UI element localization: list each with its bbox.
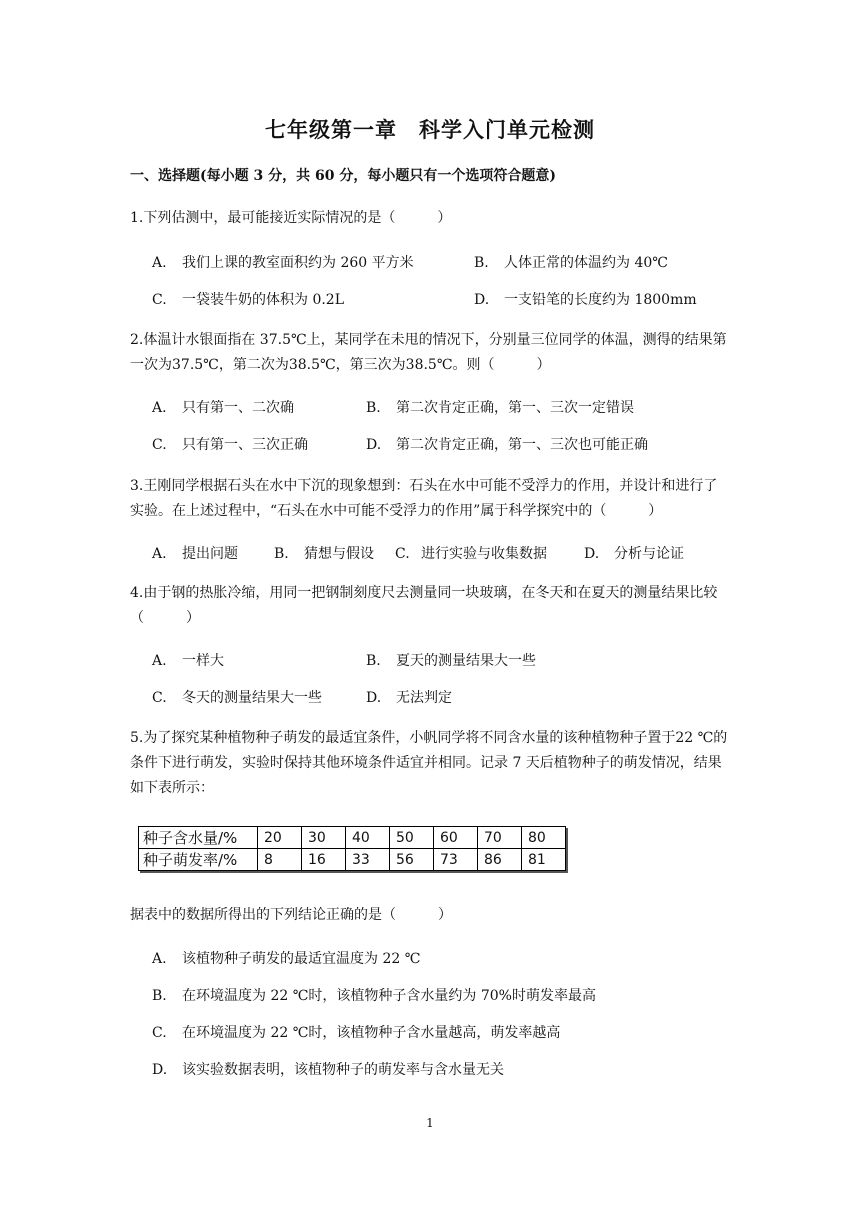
q5-option-c: C. 在环境温度为 22 ℃时，该植物种子含水量越高，萌发率越高 [152, 1025, 561, 1041]
q5-option-a: A. 该植物种子萌发的最适宜温度为 22 ℃ [152, 951, 421, 967]
table-cell: 56 [390, 849, 434, 871]
table-cell: 33 [346, 849, 390, 871]
q5-option-d: D. 该实验数据表明，该植物种子的萌发率与含水量无关 [152, 1062, 504, 1078]
table-cell: 8 [258, 849, 302, 871]
table-cell: 50 [390, 827, 434, 849]
q1-option-b: B. 人体正常的体温约为 40℃ [474, 255, 668, 271]
q2-option-c: C. 只有第一、三次正确 [152, 437, 308, 453]
table-cell: 20 [258, 827, 302, 849]
q3-option-b: B. 猜想与假设 [274, 546, 374, 562]
table-cell: 40 [346, 827, 390, 849]
q2-option-a: A. 只有第一、二次确 [152, 400, 294, 416]
table-cell: 81 [522, 849, 566, 871]
q2-option-b: B. 第二次肯定正确，第一、三次一定错误 [366, 400, 634, 416]
table-header-germination: 种子萌发率/% [139, 849, 258, 871]
table-cell: 73 [434, 849, 478, 871]
table-cell: 86 [478, 849, 522, 871]
q4-option-d: D. 无法判定 [366, 690, 452, 706]
table-cell: 70 [478, 827, 522, 849]
q4-option-c: C. 冬天的测量结果大一些 [152, 690, 322, 706]
table-cell: 60 [434, 827, 478, 849]
page-number: 1 [426, 1116, 434, 1130]
q3-option-a: A. 提出问题 [152, 546, 238, 562]
q1-option-c: C. 一袋装牛奶的体积为 0.2L [152, 292, 345, 308]
table-header-moisture: 种子含水量/% [139, 827, 258, 849]
germination-table [138, 826, 566, 871]
question-4-stem: 4.由于钢的热胀冷缩，用同一把钢制刻度尺去测量同一块玻璃，在冬天和在夏天的测量结果比较（ ） [130, 585, 718, 626]
q1-option-d: D. 一支铅笔的长度约为 1800mm [474, 292, 697, 308]
q1-option-a: A. 我们上课的教室面积约为 260 平方米 [152, 255, 414, 271]
page-title: 七年级第一章 科学入门单元检测 [265, 117, 595, 142]
table-row [139, 849, 566, 871]
section-heading: 一、选择题(每小题 3 分，共 60 分，每小题只有一个选项符合题意) [130, 168, 556, 184]
question-2-stem: 2.体温计水银面指在 37.5℃上，某同学在未甩的情况下，分别量三位同学的体温，测得的结果第一次为37.5℃，第二次为38.5℃，第三次为38.5℃。则（ ） [130, 332, 727, 373]
table-cell: 80 [522, 827, 566, 849]
question-3-stem: 3.王刚同学根据石头在水中下沉的现象想到：石头在水中可能不受浮力的作用，并设计和进行了实验。在上述过程中，“石头在水中可能不受浮力的作用”属于科学探究中的（ ） [130, 478, 718, 519]
table-cell: 16 [302, 849, 346, 871]
q5-option-b: B. 在环境温度为 22 ℃时，该植物种子含水量约为 70%时萌发率最高 [152, 988, 596, 1004]
q3-option-d: D. 分析与论证 [584, 546, 684, 562]
question-1-stem: 1.下列估测中，最可能接近实际情况的是（ ） [130, 210, 452, 226]
question-5-prompt: 据表中的数据所得出的下列结论正确的是（ ） [130, 907, 452, 923]
table-row [139, 827, 566, 849]
q2-option-d: D. 第二次肯定正确，第一、三次也可能正确 [366, 437, 648, 453]
q4-option-a: A. 一样大 [152, 653, 224, 669]
question-5-stem: 5.为了探究某种植物种子萌发的最适宜条件，小帆同学将不同含水量的该种植物种子置于22 ℃的条件下进行萌发，实验时保持其他环境条件适宜并相同。记录 7 天后植物种子的萌发情况，结果如下表所示： [130, 730, 728, 796]
q4-option-b: B. 夏天的测量结果大一些 [366, 653, 536, 669]
table-cell: 30 [302, 827, 346, 849]
q3-option-c: C. 进行实验与收集数据 [395, 546, 547, 562]
